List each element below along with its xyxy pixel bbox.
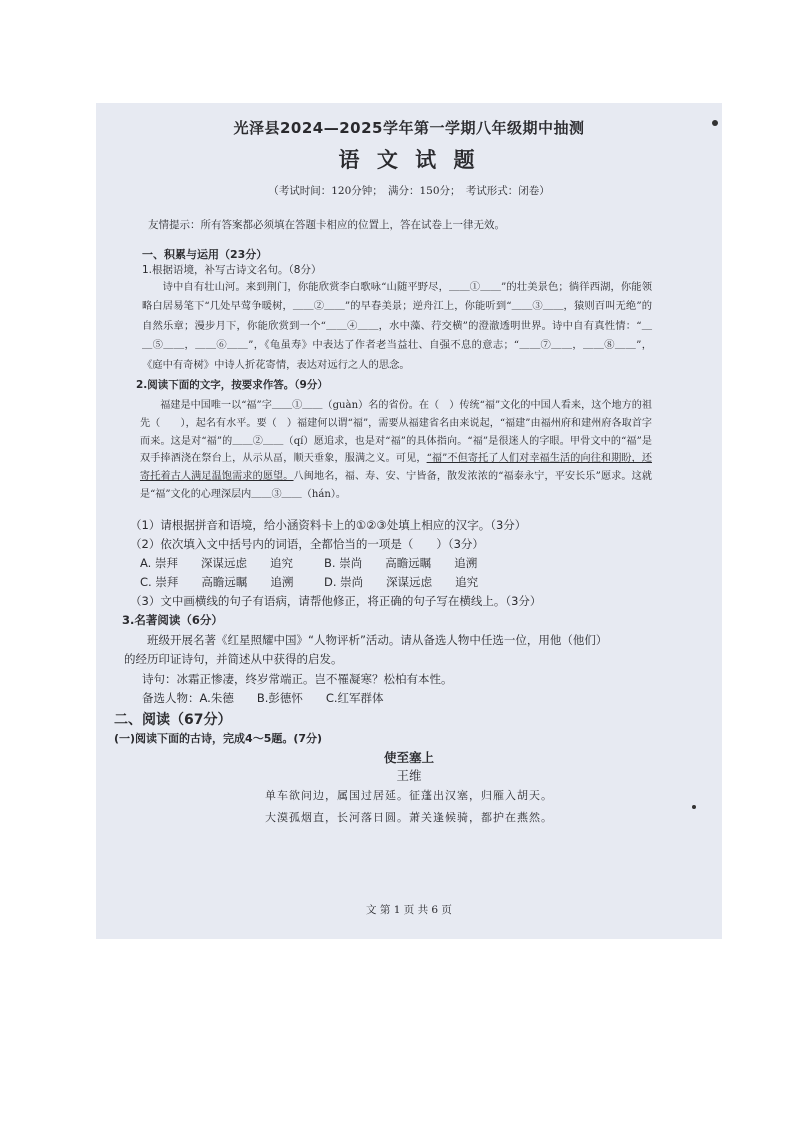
poem-line-2: 大漠孤烟直，长河落日圆。萧关逢候骑，都护在燕然。 [265,811,553,824]
poem-author: 王维 [396,768,422,783]
subject-title: 语 文 试 题 [338,147,480,172]
friendly-tip: 友情提示：所有答案都必须填在答题卡相应的位置上，答在试卷上一律无效。 [148,219,505,231]
q3-text: 班级开展名著《红星照耀中国》“人物评析”活动。请从备选人物中任选一位，用他（他们）的经历印证诗句，并简述从中获得的启发。 [124,633,602,666]
q2-title: 2.阅读下面的文字，按要求作答。（9分） [136,379,328,391]
q2-option-d: D. 崇尚 深谋远虑 追究 [324,575,479,589]
q2-underlined-sentence: “福”不但寄托了人们对幸福生活的向往和期盼，还寄托着古人满足温饱需求的愿望。 [140,453,652,483]
q2-option-b: B. 崇尚 高瞻远瞩 追溯 [324,556,478,570]
q1-title: 1.根据语境，补写古诗文名句。（8分） [142,264,322,276]
q2-passage-lead: 福建是中国唯一以“福”字＿＿①＿＿（guàn）名的省份。在（ ）传统“福”文化的中国人看来，这个地方的祖先（ ），起名有水平。要（ ）福建何以谓“福”，需要从福建省名由来说起，“福建”由福州府和建州府各取首字而来。这是对“福”的＿＿②＿＿（qí）愿追求，也是对“福”的具体指向。“福”是很迷人的字眼。甲骨文中的“福”是双手捧酒浇在祭台上，从示从畐，顺天垂象，服满之义。可见， [140,400,652,465]
q2-sub3: （3）文中画横线的句子有语病，请帮他修正，将正确的句子写在横线上。（3分） [130,594,542,608]
exam-paper [96,103,722,939]
poem-title: 使至塞上 [383,750,434,765]
poem-line-1: 单车欲问边，属国过居延。征蓬出汉塞，归雁入胡天。 [265,789,553,802]
q3-poem: 诗句：冰霜正惨凄，终岁常端正。岂不罹凝寒？松柏有本性。 [142,672,453,686]
q3-candidates: 备选人物：A.朱德 B.彭德怀 C.红军群体 [142,691,384,705]
q2-option-a: A. 崇拜 深谋远虑 追究 [140,556,293,570]
section2-intro: (一)阅读下面的古诗，完成4～5题。(7分) [114,732,323,745]
exam-info: （考试时间：120分钟； 满分：150分； 考试形式：闭卷） [268,185,550,197]
q2-option-c: C. 崇拜 高瞻远瞩 追溯 [140,575,294,589]
q2-sub2: （2）依次填入文中括号内的词语，全都恰当的一项是（ ）（3分） [130,537,484,551]
q3-title: 3.名著阅读（6分） [122,613,223,627]
q2-passage-tail: 八闽地名，福、寿、安、宁皆备，散发浓浓的“福泰永宁，平安长乐”愿求。这就是“福”文化的心理深层内＿＿③＿＿（hán）。 [140,471,652,500]
section2-heading: 二、阅读（67分） [114,712,232,728]
section1-heading: 一、积累与运用（23分） [142,248,268,261]
q1-passage: 诗中自有壮山河。来到荆门，你能欣赏李白歌咏“山随平野尽，＿＿①＿＿”的壮美景色；徜徉西湖，你能领略白居易笔下“几处早莺争暖树，＿＿②＿＿”的早春美景；逆舟江上，你能听到“＿＿③＿＿，猿则百叫无绝”的自然乐章；漫步月下，你能欣赏到一个“＿＿④＿＿，水中藻、荇交横”的澄澈透明世界。诗中自有真性情：“＿＿⑤＿＿，＿＿⑥＿＿”，《龟虽寿》中表达了作者老当益壮、自强不息的意志；“＿＿⑦＿＿，＿＿⑧＿＿”，《庭中有奇树》中诗人折花寄情，表达对远行之人的思念。 [142,281,652,371]
q2-passage [140,397,652,504]
page-footer: 文 第 1 页 共 6 页 [366,904,452,916]
exam-title: 光泽县2024—2025学年第一学期八年级期中抽测 [233,119,585,137]
q2-sub1: （1）请根据拼音和语境，给小涵资料卡上的①②③处填上相应的汉字。（3分） [130,518,527,532]
